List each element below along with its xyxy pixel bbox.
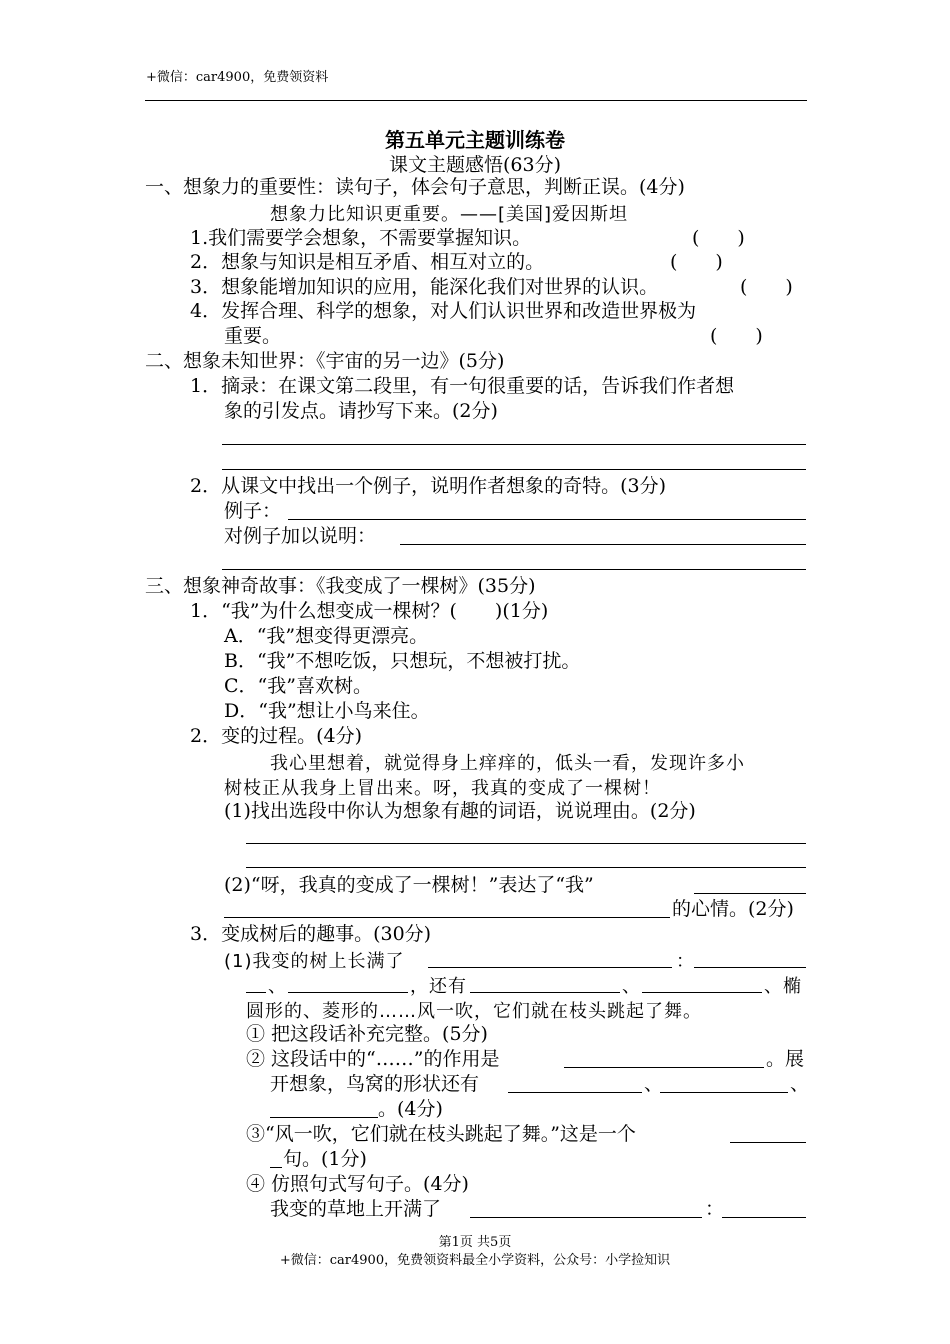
answer-blank[interactable] bbox=[270, 1167, 282, 1168]
s1-item-1: 1.我们需要学会想象，不需要掌握知识。 bbox=[190, 227, 532, 249]
s1-item-4-cont: 重要。 bbox=[224, 325, 282, 347]
answer-line[interactable] bbox=[222, 444, 806, 445]
s2-q1-line1: 1．摘录：在课文第二段里，有一句很重要的话，告诉我们作者想 bbox=[190, 375, 735, 397]
answer-blank[interactable] bbox=[730, 1142, 806, 1143]
answer-blank[interactable] bbox=[288, 992, 408, 993]
s1-item-2-paren: ( ) bbox=[670, 251, 723, 273]
s1-item-3-paren: ( ) bbox=[740, 276, 793, 298]
colon: ： bbox=[705, 1198, 725, 1220]
explain-answer-line[interactable] bbox=[400, 544, 806, 545]
answer-blank[interactable] bbox=[642, 992, 762, 993]
section1-heading: 一、想象力的重要性：读句子，体会句子意思，判断正误。(4分) bbox=[145, 176, 685, 198]
sub-question-2-end: 。展 bbox=[766, 1048, 805, 1070]
s3-q3-1-line1: (1)我变的树上长满了 bbox=[224, 951, 405, 972]
answer-blank[interactable] bbox=[694, 967, 806, 968]
s1-item-4: 4．发挥合理、科学的想象，对人们认识世界和改造世界极为 bbox=[190, 300, 697, 322]
sub-question-2-line1: ② 这段话中的“……”的作用是 bbox=[246, 1048, 500, 1070]
s3-option-d: D．“我”想让小鸟来住。 bbox=[224, 700, 430, 722]
footer-text: +微信：car4900，免费领资料最全小学资料，公众号：小学捡知识 bbox=[279, 1253, 671, 1268]
sub-question-2-line2: 开想象，鸟窝的形状还有 bbox=[270, 1073, 480, 1095]
s3-q2-2-line1: (2)“呀，我真的变成了一棵树！”表达了“我” bbox=[224, 874, 594, 896]
s2-q2-example-label: 例子： bbox=[224, 500, 282, 522]
page-subtitle: 课文主题感悟(63分) bbox=[388, 154, 561, 176]
sub-question-4: ④ 仿照句式写句子。(4分) bbox=[246, 1173, 469, 1195]
answer-blank[interactable] bbox=[270, 1117, 378, 1118]
s1-item-3: 3．想象能增加知识的应用，能深化我们对世界的认识。 bbox=[190, 276, 659, 298]
s3-option-c: C．“我”喜欢树。 bbox=[224, 675, 372, 697]
sub-question-1: ① 把这段话补充完整。(5分) bbox=[246, 1023, 488, 1045]
section3-heading: 三、想象神奇故事：《我变成了一棵树》(35分) bbox=[145, 575, 536, 597]
comma-mark: 、 bbox=[268, 976, 287, 997]
answer-line[interactable] bbox=[222, 469, 806, 470]
ellipse-text: 、椭 bbox=[764, 976, 802, 997]
also-text: ，还有 bbox=[410, 976, 467, 997]
comma-mark: 、 bbox=[622, 976, 641, 997]
passage-line-2: 树枝正从我身上冒出来。呀，我真的变成了一棵树！ bbox=[224, 778, 661, 799]
answer-blank[interactable] bbox=[246, 992, 266, 993]
sub-question-3-line1: ③“风一吹，它们就在枝头跳起了舞。”这是一个 bbox=[246, 1123, 636, 1145]
answer-blank[interactable] bbox=[470, 992, 620, 993]
answer-blank[interactable] bbox=[722, 1217, 806, 1218]
page-title: 第五单元主题训练卷 bbox=[385, 128, 565, 152]
page-number: 第1页 共5页 bbox=[438, 1235, 512, 1250]
s2-q1-line2: 象的引发点。请抄写下来。(2分) bbox=[224, 400, 498, 422]
section2-heading: 二、想象未知世界：《宇宙的另一边》(5分) bbox=[145, 350, 505, 372]
answer-blank[interactable] bbox=[564, 1067, 764, 1068]
s1-item-2: 2．想象与知识是相互矛盾、相互对立的。 bbox=[190, 251, 545, 273]
s3-option-a: A．“我”想变得更漂亮。 bbox=[224, 625, 429, 647]
answer-line[interactable] bbox=[222, 569, 806, 570]
answer-blank[interactable] bbox=[470, 1217, 702, 1218]
answer-line[interactable] bbox=[246, 867, 806, 868]
s2-q2: 2．从课文中找出一个例子，说明作者想象的奇特。(3分) bbox=[190, 475, 667, 497]
passage-line-1: 我心里想着，就觉得身上痒痒的，低头一看，发现许多小 bbox=[270, 753, 745, 774]
answer-blank[interactable] bbox=[224, 917, 670, 918]
s3-q3-1-line3: 圆形的、菱形的……风一吹，它们就在枝头跳起了舞。 bbox=[246, 1001, 702, 1022]
header-text: +微信：car4900，免费领资料 bbox=[146, 70, 329, 85]
answer-blank[interactable] bbox=[508, 1092, 642, 1093]
colon: ： bbox=[676, 951, 695, 972]
answer-blank[interactable] bbox=[428, 967, 672, 968]
header-rule bbox=[145, 100, 807, 101]
answer-blank[interactable] bbox=[694, 893, 806, 894]
s3-option-b: B．“我”不想吃饭，只想玩，不想被打扰。 bbox=[224, 650, 581, 672]
s3-q2: 2．变的过程。(4分) bbox=[190, 725, 363, 747]
s1-item-4-paren: ( ) bbox=[710, 325, 763, 347]
sub-question-2-score: 。(4分) bbox=[378, 1098, 443, 1120]
s3-q2-2-line2: 的心情。(2分) bbox=[672, 898, 794, 920]
s3-q3: 3．变成树后的趣事。(30分) bbox=[190, 923, 432, 945]
example-answer-line[interactable] bbox=[288, 519, 806, 520]
s1-item-1-paren: ( ) bbox=[692, 227, 745, 249]
sub-question-4-line: 我变的草地上开满了 bbox=[270, 1198, 442, 1220]
s3-q2-1: (1)找出选段中你认为想象有趣的词语，说说理由。(2分) bbox=[224, 800, 696, 822]
section1-quote: 想象力比知识更重要。——[美国]爱因斯坦 bbox=[270, 204, 629, 225]
s2-q2-explain-label: 对例子加以说明： bbox=[224, 525, 377, 547]
answer-line[interactable] bbox=[246, 843, 806, 844]
comma-mark: 、 bbox=[790, 1073, 810, 1095]
comma-mark: 、 bbox=[644, 1073, 664, 1095]
s3-q1: 1．“我”为什么想变成一棵树？( )(1分) bbox=[190, 600, 549, 622]
sub-question-3-line2: 句。(1分) bbox=[283, 1148, 367, 1170]
answer-blank[interactable] bbox=[660, 1092, 788, 1093]
